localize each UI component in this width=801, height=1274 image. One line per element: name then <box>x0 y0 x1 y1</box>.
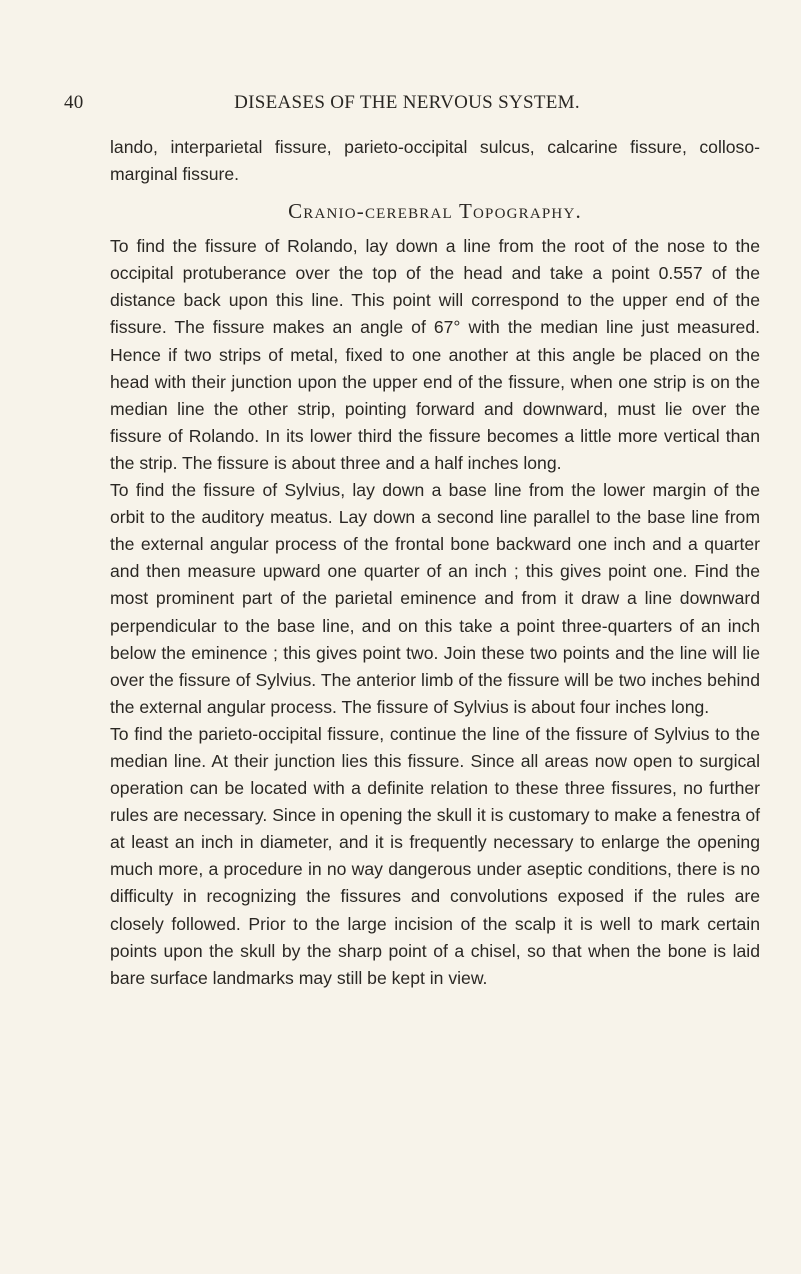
paragraph-rolando: To find the fissure of Rolando, lay down a line from the root of the nose to the occipital protuberance over the top of the head and take a point 0.557 of the distance back upon this line. This point will correspond to the upper end of the fissure. The fissure makes an angle of 67° with the median line just measured. Hence if two strips of metal, fixed to one another at this angle be placed on the head with their junction upon the upper end of the fissure, when one strip is on the median line the other strip, pointing forward and downward, must lie over the fissure of Rolando. In its lower third the fissure becomes a little more vertical than the strip. The fissure is about three and a half inches long. <box>110 236 760 473</box>
page-number: 40 <box>64 92 84 113</box>
running-head <box>64 92 710 120</box>
running-title: DISEASES OF THE NERVOUS SYSTEM. <box>234 92 580 113</box>
paragraph-parieto-occipital: To find the parieto-occipital fissure, continue the line of the fissure of Sylvius to the median line. At their junction lies this fissure. Since all areas now open to surgical operation can be located with a definite relation to these three fissures, no further rules are necessary. Since in opening the skull it is customary to make a fenestra of at least an inch in diameter, and it is frequently necessary to enlarge the opening much more, a procedure in no way dangerous under aseptic conditions, there is no difficulty in recognizing the fissures and convolutions exposed if the rules are closely followed. Prior to the large incision of the scalp it is well to mark certain points upon the skull by the sharp point of a chisel, so that when the bone is laid bare surface landmarks may still be kept in view. <box>110 723 760 988</box>
continuation-paragraph: lando, interparietal fissure, parieto-occipital sulcus, calcarine fissure, colloso-marginal fissure. <box>110 137 760 185</box>
body-text <box>110 134 760 992</box>
paragraph-sylvius: To find the fissure of Sylvius, lay down a base line from the lower margin of the orbit to the auditory meatus. Lay down a second line parallel to the base line from the external angular process of the frontal bone backward one inch and a quarter and then measure upward one quarter of an inch ; this gives point one. Find the most prominent part of the parietal eminence and from it draw a line downward perpendicular to the base line, and on this take a point three-quarters of an inch below the eminence ; this gives point two. Join these two points and the line will lie over the fissure of Sylvius. The anterior limb of the fissure will be two inches behind the external angular process. The fissure of Sylvius is about four inches long. <box>110 480 760 717</box>
section-heading: Cranio-cerebral Topography. <box>288 199 582 224</box>
